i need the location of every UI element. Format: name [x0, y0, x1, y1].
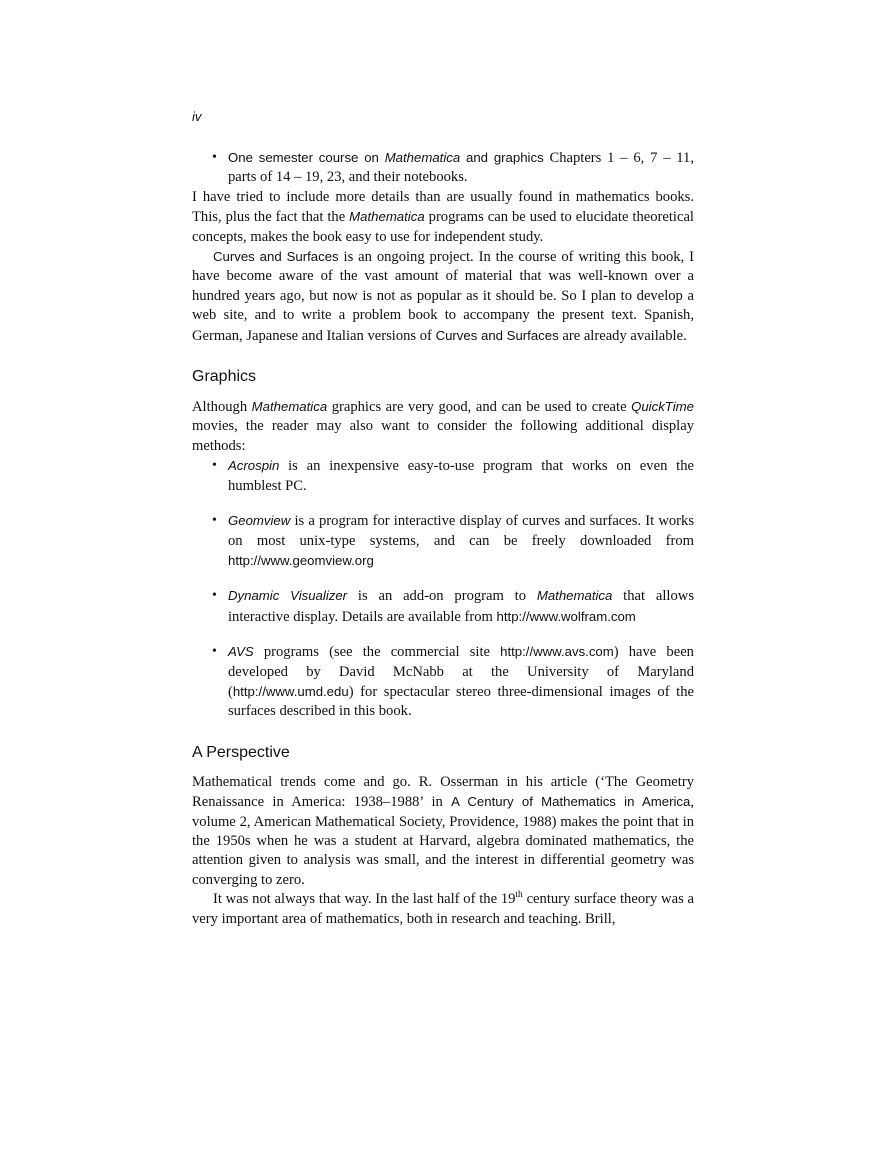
list-item: [192, 148, 694, 188]
cited-title: A Century of Mathematics in America: [451, 794, 691, 810]
project-text-end: are already available.: [558, 327, 687, 344]
book-title: Curves and Surfaces: [213, 249, 339, 265]
graphics-intro-emphasis: Mathematica: [251, 399, 328, 415]
course-label-end: and graphics: [460, 150, 544, 165]
page-number: iv: [192, 109, 202, 124]
history-paragraph: [192, 890, 694, 929]
tool-url[interactable]: http://www.wolfram.com: [496, 608, 636, 624]
graphics-heading: Graphics: [192, 368, 257, 386]
tool-description-3: ) for spectacular stereo three-dimensional images of the surfaces described in this book.: [228, 683, 694, 720]
perspective-paragraph: [192, 773, 694, 890]
tool-description-2: ) have been developed by David McNabb at the University of Maryland (: [228, 644, 694, 700]
course-list: [192, 148, 694, 188]
tool-emphasis: Mathematica: [536, 588, 613, 604]
tool-name: AVS: [228, 644, 254, 660]
course-label-emphasis: Mathematica: [384, 150, 461, 165]
intro-text-end: programs can be used to elucidate theoretical concepts, makes the book easy to use for independent study.: [192, 209, 694, 245]
graphics-intro-text: Although: [192, 399, 252, 416]
display-methods-list: [192, 456, 694, 721]
graphics-intro: [192, 397, 694, 456]
list-item: [192, 456, 694, 496]
page-body: [192, 148, 694, 929]
history-text: It was not always that way. In the last half of the 19: [213, 891, 516, 908]
course-text: Chapters 1 – 6, 7 – 11, parts of 14 – 19, 23, and their notebooks.: [228, 150, 694, 186]
list-item: [192, 511, 694, 571]
intro-text: I have tried to include more details than are usually found in mathematics books. This, plus the fact that the: [192, 188, 694, 226]
tool-description: programs (see the commercial site: [253, 644, 501, 661]
history-text-end: century surface theory was a very important area of mathematics, both in research and teaching. Brill,: [192, 891, 694, 927]
perspective-text-end: , volume 2, American Mathematical Society, Providence, 1988) makes the point that in the 1950s when he was a student at Harvard, algebra dominated mathematics, the attention given to analysis was small, and the interest in differential geometry was converging to zero.: [192, 794, 694, 888]
project-paragraph: [192, 247, 694, 346]
perspective-heading: A Perspective: [192, 743, 290, 761]
ordinal-superscript: th: [515, 890, 523, 901]
tool-description-2: that allows interactive display. Details are available from: [228, 588, 694, 625]
tool-name: Geomview: [228, 513, 291, 529]
intro-emphasis: Mathematica: [349, 209, 425, 225]
perspective-text: Mathematical trends come and go. R. Osserman in his article (‘The Geometry Renaissance in America: 1938–1988’ in: [192, 773, 694, 811]
list-item: [192, 586, 694, 627]
tool-description: is an inexpensive easy-to-use program that works on even the humblest PC.: [228, 458, 694, 494]
tool-url[interactable]: http://www.geomview.org: [228, 552, 374, 568]
course-label: One semester course on: [228, 150, 385, 165]
tool-name: Acrospin: [228, 458, 280, 474]
graphics-intro-text-3: movies, the reader may also want to consider the following additional display methods:: [192, 418, 694, 454]
tool-name: Dynamic Visualizer: [228, 588, 348, 604]
intro-paragraph: [192, 188, 694, 247]
tool-description: is an add-on program to: [347, 588, 537, 605]
tool-url-2[interactable]: http://www.umd.edu: [232, 683, 349, 699]
book-title-repeat: Curves and Surfaces: [435, 327, 559, 343]
graphics-intro-emphasis-2: QuickTime: [631, 399, 694, 415]
tool-url[interactable]: http://www.avs.com: [500, 644, 614, 660]
graphics-intro-text-2: graphics are very good, and can be used to create: [327, 399, 632, 416]
list-item: [192, 642, 694, 722]
tool-description: is a program for interactive display of curves and surfaces. It works on most unix-type systems, and can be freely downloaded from: [228, 513, 694, 549]
project-text: is an ongoing project. In the course of writing this book, I have become aware of the vast amount of material that was well-known over a hundred years ago, but now is not as popular as it should be. So I plan to develop a web site, and to write a problem book to accompany the present text. Spanish, German, Japanese and Italian versions of: [192, 249, 694, 344]
